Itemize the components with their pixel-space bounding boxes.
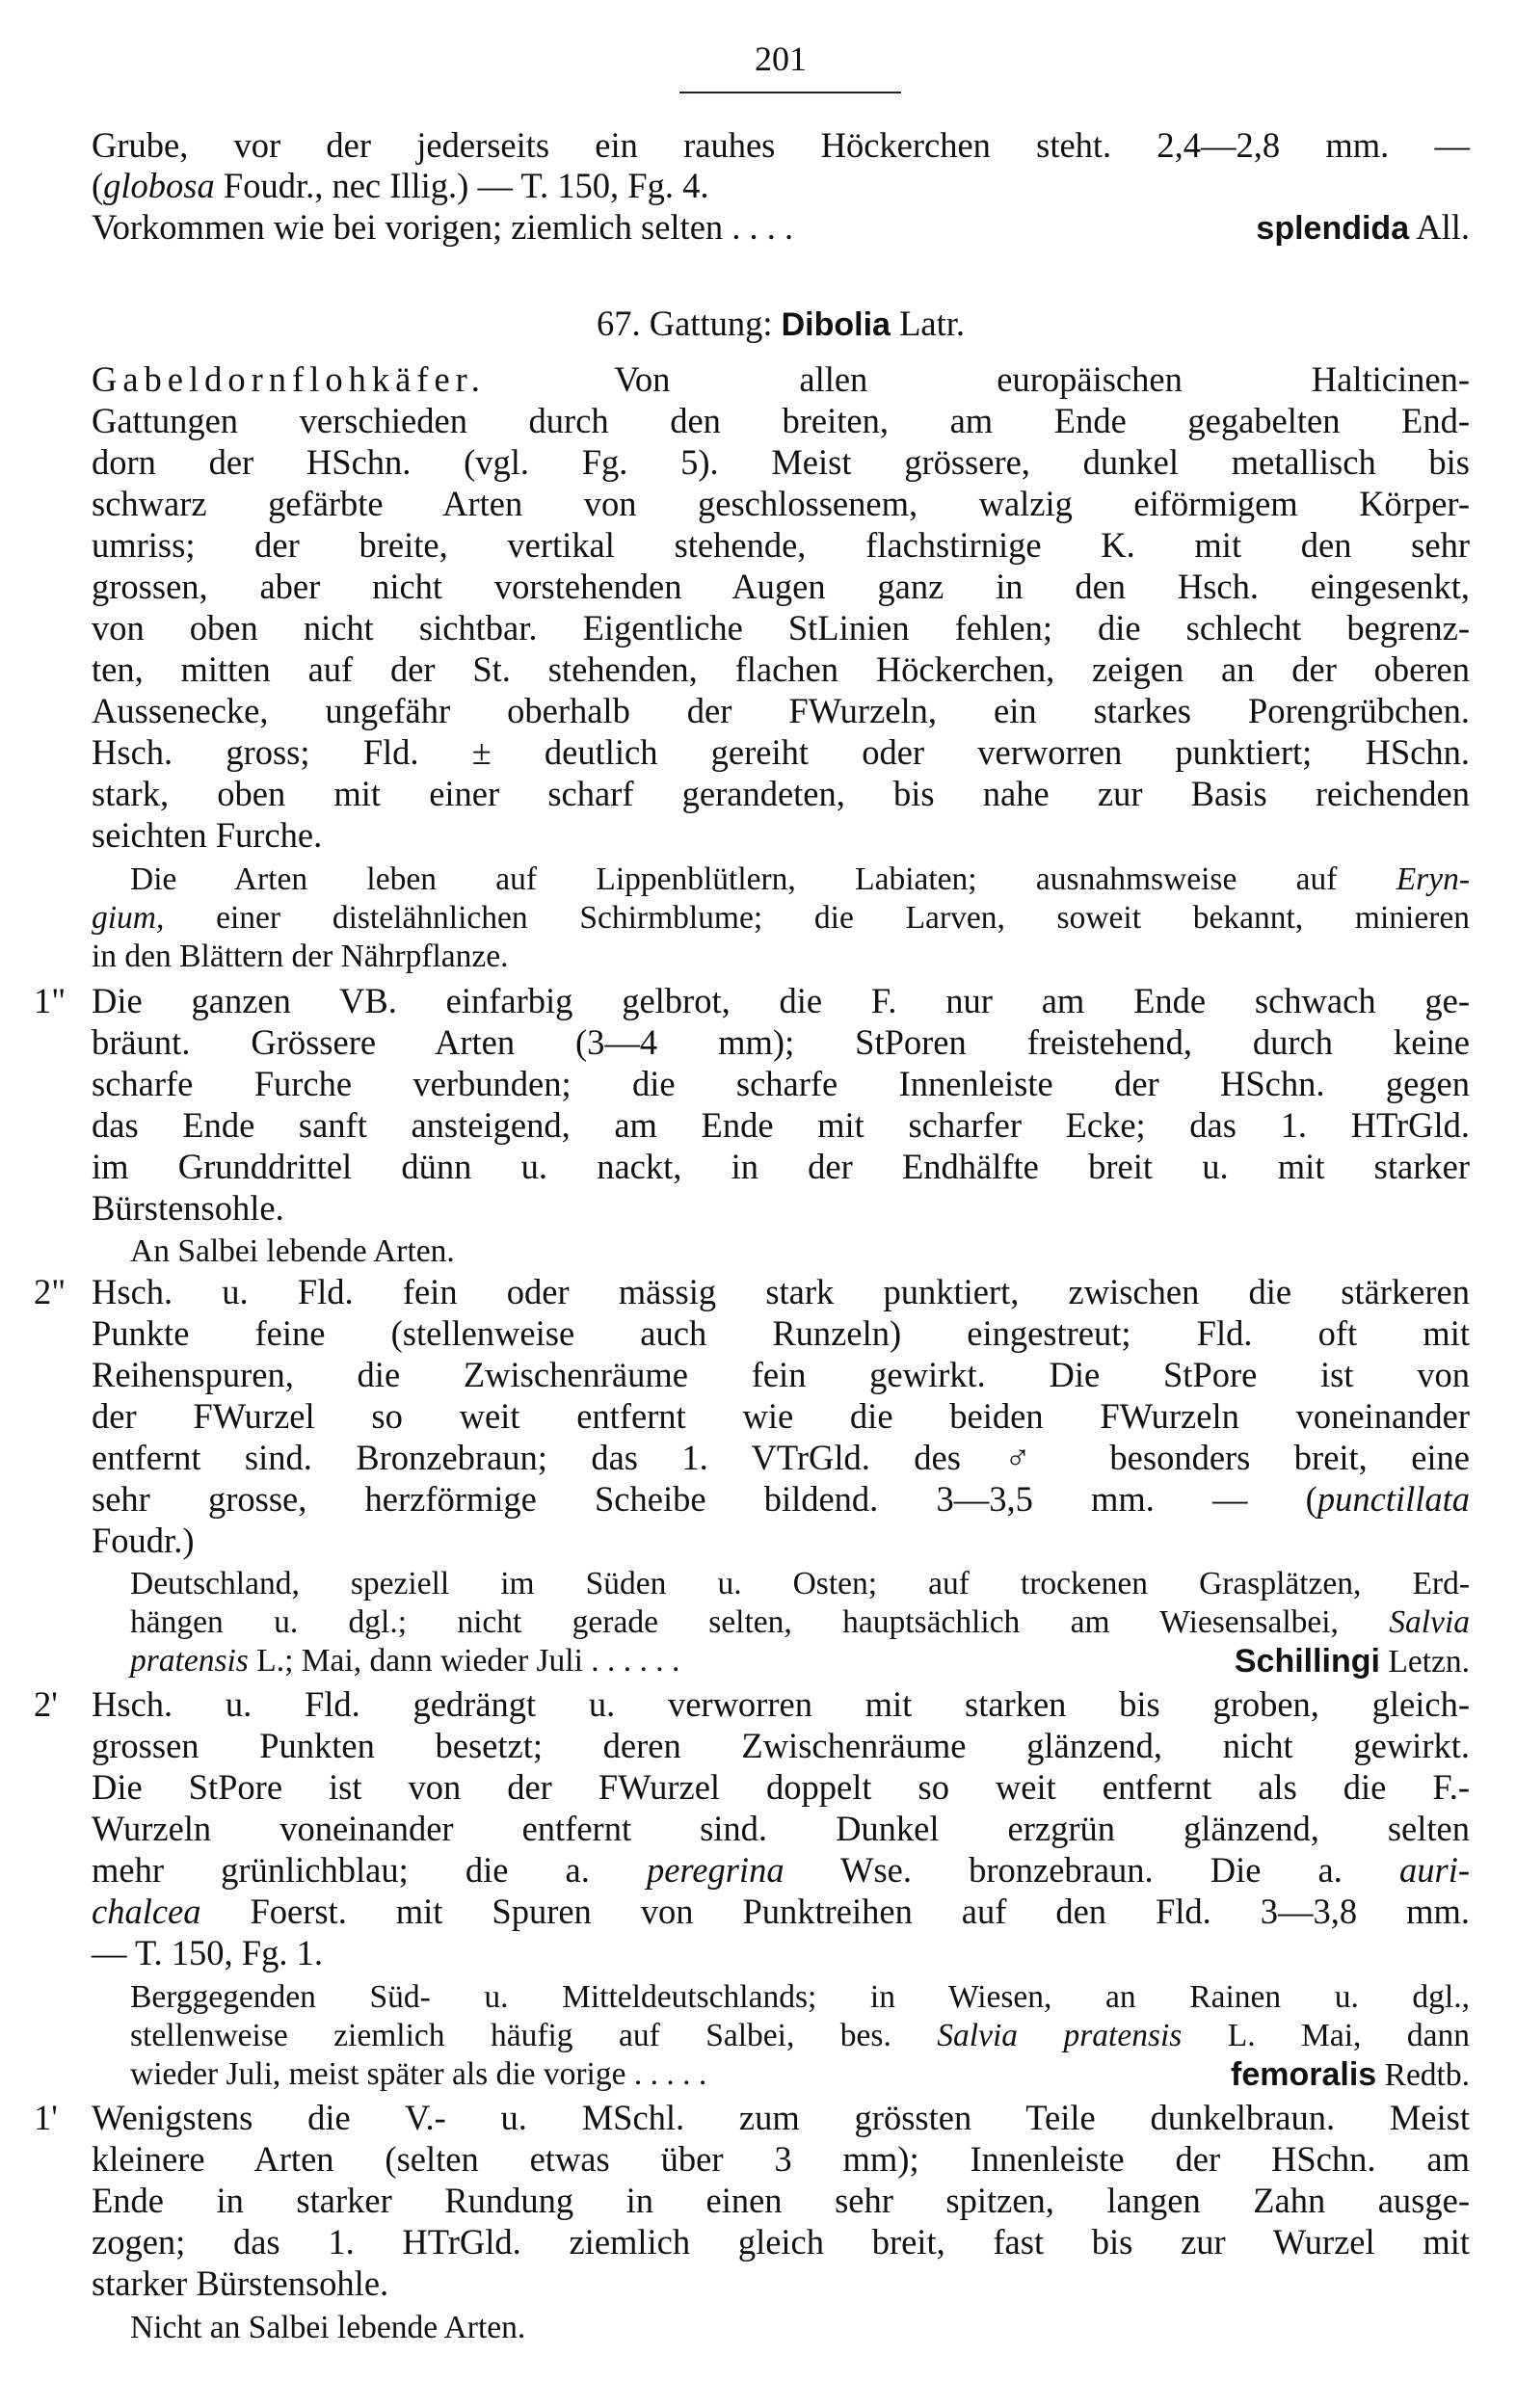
text-span: Wse. bronzebraun. Die a. (784, 1850, 1399, 1890)
text-span: gium, (92, 900, 165, 936)
text-span: wieder Juli, meist später als die vorige . . . . . (130, 2056, 707, 2092)
text-span: im Grunddrittel dünn u. nackt, in der Endhälfte breit u. mit starker (92, 1147, 1470, 1186)
text-line (92, 359, 1470, 400)
text-span: entfernt sind. Bronzebraun; das 1. VTrGld. des (92, 1438, 1005, 1477)
text-line (92, 1767, 1470, 1808)
text-line (92, 484, 1470, 524)
text-span: einer distelähnlichen Schirmblume; die Larven, soweit bekannt, minieren (164, 900, 1470, 936)
text-span: Gattungen verschieden durch den breiten, am Ende gegabelten End- (92, 401, 1470, 440)
text-line (92, 1933, 1470, 1973)
text-line (92, 2181, 1470, 2221)
species-name: femoralis (1231, 2056, 1377, 2093)
text-span: Die ganzen VB. einfarbig gelbrot, die F. nur am Ende schwach ge- (92, 981, 1470, 1020)
text-line (92, 1892, 1470, 1932)
text-span: Bürstensohle. (92, 1188, 284, 1228)
text-span: 67. Gattung: (597, 304, 782, 343)
text-span: in den Blättern der Nährpflanze. (92, 939, 509, 974)
text-line (92, 2222, 1470, 2262)
text-span: 1' (34, 2098, 58, 2137)
text-span: starker Bürstensohle. (92, 2263, 389, 2303)
text-line (92, 166, 1470, 206)
text-line (92, 1850, 1470, 1891)
text-line (92, 1438, 1470, 1478)
text-span: kleinere Arten (selten etwas über 3 mm); Innenleiste der HSchn. am (92, 2139, 1470, 2179)
text-span: Punkte feine (stellenweise auch Runzeln) eingestreut; Fld. oft mit (92, 1313, 1470, 1353)
text-line (130, 2308, 1470, 2348)
text-line (130, 1641, 1470, 1681)
text-span: schwarz gefärbte Arten von geschlossenem, walzig eiförmigem Körper- (92, 484, 1470, 523)
text-span: bräunt. Grössere Arten (3—4 mm); StPoren freistehend, durch keine (92, 1022, 1470, 1062)
text-span: Salvia pratensis (937, 2018, 1183, 2053)
text-span: — T. 150, Fg. 1. (92, 1933, 323, 1972)
text-span: Deutschland, speziell im Süden u. Osten; auf trockenen Grasplätzen, Erd- (130, 1566, 1470, 1601)
text-span: Die Arten leben auf Lippenblütlern, Labiaten; ausnahmsweise auf (130, 861, 1396, 897)
text-span: Gabeldornflohkäfer. (92, 359, 486, 399)
text-line (92, 1064, 1470, 1104)
text-span: Von allen europäischen Halticinen- (485, 359, 1470, 399)
text-span: der FWurzel so weit entfernt wie die beiden FWurzeln voneinander (92, 1396, 1470, 1436)
text-span: auri- (1399, 1850, 1470, 1890)
text-span: pratensis (130, 1643, 249, 1679)
text-span: grossen Punkten besetzt; deren Zwischenräume glänzend, nicht gewirkt. (92, 1726, 1470, 1765)
text-span: peregrina (646, 1850, 785, 1890)
text-line (92, 1188, 1470, 1229)
species-name: splendida (1256, 210, 1410, 247)
text-line (92, 1313, 1470, 1354)
text-span: Latr. (890, 304, 965, 343)
text-line (92, 442, 1470, 483)
text-span: Hsch. u. Fld. fein oder mässig stark punktiert, zwischen die stärkeren (92, 1272, 1470, 1311)
text-span: Grube, vor der jederseits ein rauhes Höckerchen steht. 2,4—2,8 mm. — (92, 125, 1470, 165)
text-span: Redtb. (1376, 2057, 1470, 2093)
text-span: Reihenspuren, die Zwischenräume fein gewirkt. Die StPore ist von (92, 1355, 1470, 1394)
text-span: globosa (103, 166, 215, 205)
header-rule (679, 92, 901, 93)
text-line (92, 1105, 1470, 1146)
text-span: scharfe Furche verbunden; die scharfe Innenleiste der HSchn. gegen (92, 1064, 1470, 1103)
text-span: Salvia (1389, 1604, 1470, 1640)
text-span: ( (92, 166, 104, 205)
text-line (92, 608, 1470, 648)
text-span: das Ende sanft ansteigend, am Ende mit scharfer Ecke; das 1. HTrGld. (92, 1105, 1470, 1145)
text-span: 2' (34, 1684, 58, 1724)
text-span: von oben nicht sichtbar. Eigentliche StLinien fehlen; die schlecht begrenz- (92, 608, 1470, 648)
text-span: punctillata (1317, 1479, 1470, 1519)
text-line (92, 1479, 1470, 1520)
text-span: Foerst. mit Spuren von Punktreihen auf den Fld. 3—3,8 mm. (200, 1892, 1470, 1931)
text-span: stellenweise ziemlich häufig auf Salbei, bes. (130, 2018, 938, 2053)
text-span: Wenigstens die V.- u. MSchl. zum grössten Teile dunkelbraun. Meist (92, 2098, 1470, 2137)
text-line (92, 125, 1470, 166)
text-span: Hsch. u. Fld. gedrängt u. verworren mit starken bis groben, gleich- (92, 1684, 1470, 1724)
text-line (92, 1809, 1470, 1849)
text-line (92, 898, 1470, 939)
text-line (92, 649, 1470, 690)
text-span: 2" (34, 1272, 66, 1311)
key-couplet-1b (34, 2098, 1470, 2138)
text-span: Berggegenden Süd- u. Mitteldeutschlands; in Wiesen, an Rainen u. dgl., (130, 1979, 1470, 2015)
text-span: 1" (34, 981, 66, 1020)
text-line (92, 774, 1470, 814)
text-span: L.; Mai, dann wieder Juli . . . . . . (248, 1643, 680, 1679)
text-line (130, 2016, 1470, 2056)
text-line (130, 1564, 1470, 1604)
text-line (92, 1022, 1470, 1063)
text-span: mehr grünlichblau; die a. (92, 1850, 647, 1890)
text-line (92, 401, 1470, 441)
text-span: hängen u. dgl.; nicht gerade selten, hauptsächlich am Wiesensalbei, (130, 1604, 1390, 1640)
text-line (130, 1231, 1470, 1272)
text-line (92, 2263, 1470, 2304)
text-span: ♂ (1004, 1438, 1067, 1477)
text-line (92, 1355, 1470, 1395)
text-line (92, 815, 1470, 856)
text-span: An Salbei lebende Arten. (130, 1233, 455, 1269)
text-span: All. (1409, 207, 1470, 247)
text-span: seichten Furche. (92, 815, 323, 855)
text-span: L. Mai, dann (1182, 2018, 1471, 2053)
key-couplet-2b (34, 1684, 1470, 1725)
text-line (92, 2139, 1470, 2180)
text-span: Ende in starker Rundung in einen sehr spitzen, langen Zahn ausge- (92, 2181, 1470, 2220)
text-line (92, 1521, 1470, 1561)
text-line (130, 2054, 1470, 2095)
text-span: chalcea (92, 1892, 201, 1931)
text-span: Nicht an Salbei lebende Arten. (130, 2310, 526, 2345)
text-span: Eryn- (1396, 861, 1470, 897)
text-span: stark, oben mit einer scharf gerandeten, bis nahe zur Basis reichenden (92, 774, 1470, 813)
text-span: dorn der HSchn. (vgl. Fg. 5). Meist grössere, dunkel metallisch bis (92, 442, 1470, 482)
text-span: zogen; das 1. HTrGld. ziemlich gleich breit, fast bis zur Wurzel mit (92, 2222, 1470, 2262)
text-line (92, 691, 1470, 731)
genus-heading (92, 304, 1470, 345)
text-line (92, 937, 1470, 977)
key-couplet-1a (34, 981, 1470, 1021)
text-span: ten, mitten auf der St. stehenden, flachen Höckerchen, zeigen an der oberen (92, 649, 1470, 689)
text-span: Foudr.) (92, 1521, 195, 1560)
text-span: Vorkommen wie bei vorigen; ziemlich selten . . . . (92, 207, 794, 247)
species-name: Schillingi (1234, 1643, 1380, 1680)
page-number: 201 (755, 40, 807, 78)
text-span: besonders breit, eine (1066, 1438, 1470, 1477)
text-line (92, 1147, 1470, 1187)
text-span: Hsch. gross; Fld. ± deutlich gereiht oder verworren punktiert; HSchn. (92, 732, 1470, 772)
text-span: sehr grosse, herzförmige Scheibe bildend. 3—3,5 mm. — ( (92, 1479, 1317, 1519)
text-span: Aussenecke, ungefähr oberhalb der FWurzeln, ein starkes Porengrübchen. (92, 691, 1470, 730)
text-line (130, 1977, 1470, 2018)
text-line (92, 567, 1470, 607)
text-line (92, 1726, 1470, 1766)
text-span: Dibolia (781, 306, 891, 343)
text-line (92, 732, 1470, 773)
text-line (92, 207, 1470, 248)
text-span: Letzn. (1379, 1644, 1470, 1680)
text-span: Wurzeln voneinander entfernt sind. Dunkel erzgrün glänzend, selten (92, 1809, 1470, 1848)
text-line (92, 525, 1470, 566)
text-line (130, 1602, 1470, 1643)
key-couplet-2a (34, 1272, 1470, 1312)
text-span: grossen, aber nicht vorstehenden Augen ganz in den Hsch. eingesenkt, (92, 567, 1470, 606)
text-line (130, 860, 1470, 900)
text-span: umriss; der breite, vertikal stehende, flachstirnige K. mit den sehr (92, 525, 1470, 565)
text-span: Die StPore ist von der FWurzel doppelt so weit entfernt als die F.- (92, 1767, 1470, 1807)
text-line (92, 1396, 1470, 1437)
text-span: Foudr., nec Illig.) — T. 150, Fg. 4. (214, 166, 709, 205)
